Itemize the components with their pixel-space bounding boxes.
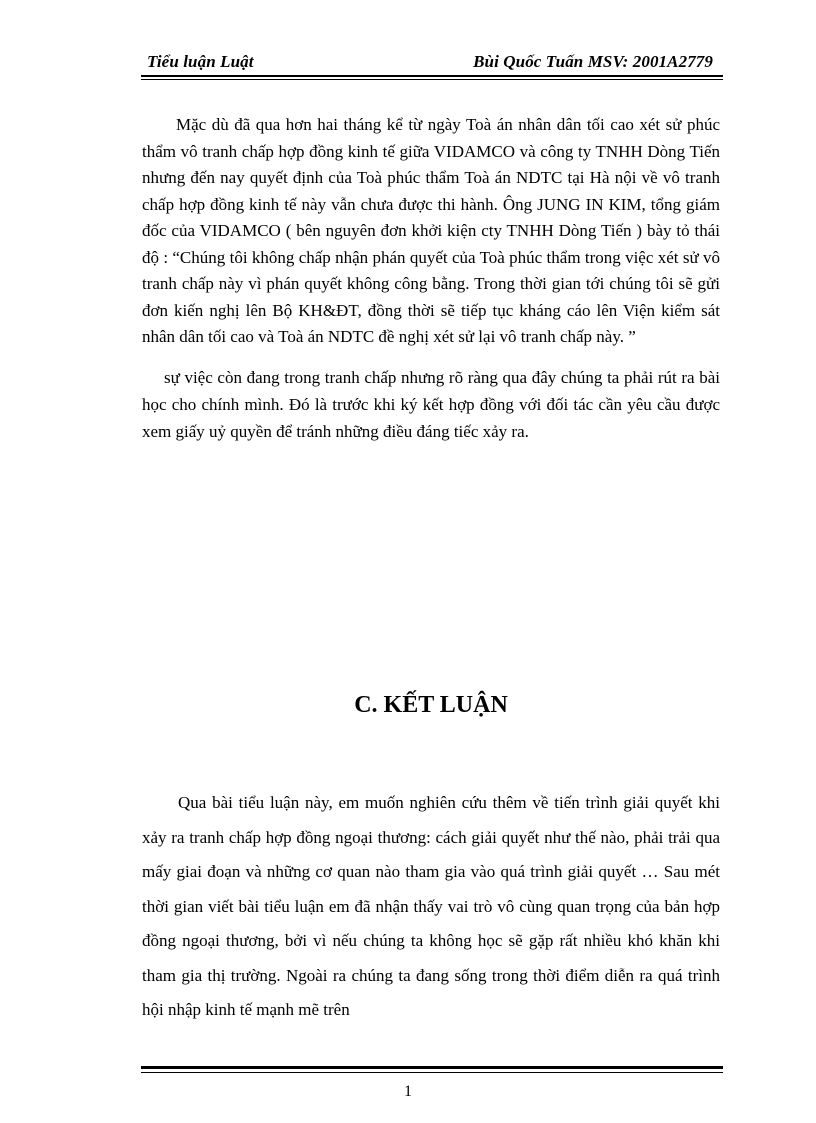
header-author: Bùi Quốc Tuấn MSV: 2001A2779 [473, 52, 713, 71]
conclusion-paragraph: Qua bài tiểu luận này, em muốn nghiên cứu thêm về tiến trình giải quyết khi xảy ra tranh chấp hợp đồng ngoại thương: cách giải quyết như thế nào, phải trải qua mấy giai đoạn và những cơ quan nào tham gia vào quá trình giải quyết … Sau mét thời gian viết bài tiểu luận em đã nhận thấy vai trò vô cùng quan trọng của bản hợp đồng ngoại thương, bởi vì nếu chúng ta không học sẽ gặp rất nhiều khó khăn khi tham gia thị trường. Ngoài ra chúng ta đang sống trong thời điểm diễn ra quá trình hội nhập kinh tế mạnh mẽ trên [142, 793, 720, 1019]
header-rule-thin [141, 79, 723, 80]
footer-rule-thin [141, 1072, 723, 1073]
page-number: 1 [404, 1083, 412, 1100]
header-rule-thick [141, 75, 723, 77]
header-title: Tiểu luận Luật [147, 52, 254, 71]
section-heading: C. KẾT LUẬN [354, 692, 508, 718]
body-paragraph-1: Mặc dù đã qua hơn hai tháng kể từ ngày Toà án nhân dân tối cao xét sử phúc thẩm vô tranh chấp hợp đồng kinh tế giữa VIDAMCO và công ty TNHH Dòng Tiến nhưng đến nay quyết định của Toà phúc thẩm Toà án NDTC tại Hà nội về vô tranh chấp hợp đồng kinh tế này vẫn chưa được thi hành. Ông JUNG IN KIM, tổng giám đốc của VIDAMCO ( bên nguyên đơn khởi kiện cty TNHH Dòng Tiến ) bày tỏ thái độ : “Chúng tôi không chấp nhận phán quyết của Toà phúc thẩm trong việc xét sử vô tranh chấp này vì phán quyết không công bằng. Trong thời gian tới chúng tôi sẽ gửi đơn kiến nghị lên Bộ KH&ĐT, đồng thời sẽ tiếp tục kháng cáo lên Viện kiểm sát nhân dân tối cao và Toà án NDTC đề nghị xét sử lại vô tranh chấp này. ” [142, 115, 720, 346]
body-paragraph-2: sự việc còn đang trong tranh chấp nhưng rõ ràng qua đây chúng ta phải rút ra bài học cho chính mình. Đó là trước khi ký kết hợp đồng với đối tác cần yêu cầu được xem giấy uỷ quyền để tránh những điều đáng tiếc xảy ra. [142, 368, 720, 441]
footer-rule-thick [141, 1066, 723, 1069]
